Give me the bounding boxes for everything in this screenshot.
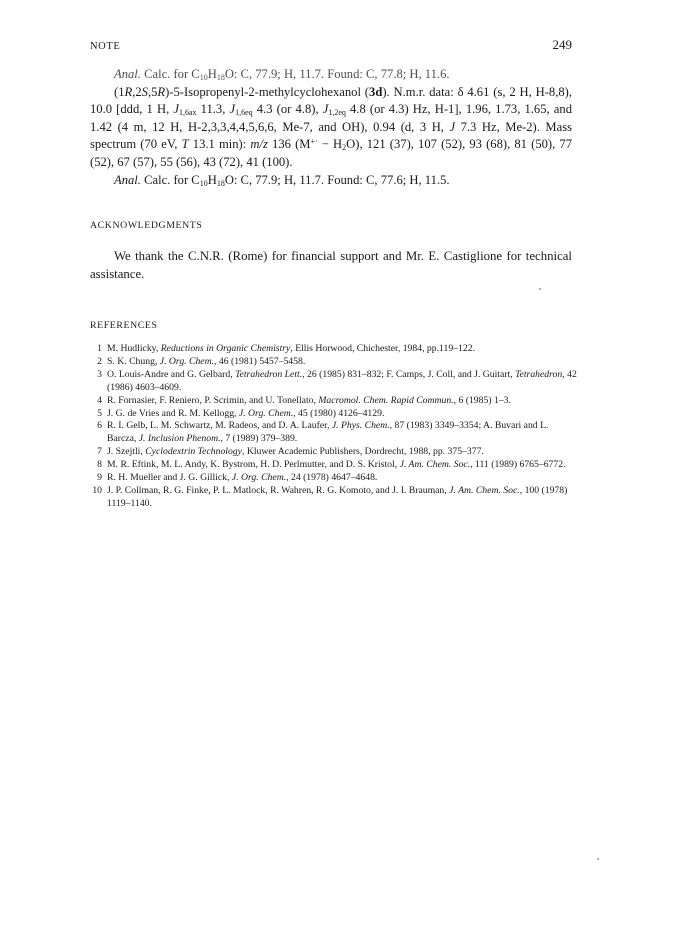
reference-details: , Ellis Horwood, Chichester, 1984, pp.119–122. <box>290 343 475 354</box>
reference-number: 10 <box>92 484 102 496</box>
reference-number: 5 <box>97 407 102 419</box>
reference-details: , 46 (1981) 5457–5458. <box>214 355 306 367</box>
anal-label: Anal. <box>114 67 141 81</box>
reference-list <box>90 343 578 511</box>
reference-item <box>90 369 578 395</box>
reference-details: , 7 (1989) 379–389. <box>220 433 298 445</box>
reference-item <box>90 343 578 356</box>
acknowledgments-text: We thank the C.N.R. (Rome) for financial support and Mr. E. Castiglione for technical assistance. <box>90 249 572 281</box>
reference-authors: O. Louis-Andre and G. Gelbard, <box>107 368 236 380</box>
reference-authors: R. I. Gelb, L. M. Schwartz, M. Radeos, and D. A. Laufer, <box>107 420 332 432</box>
reference-item <box>90 356 578 369</box>
reference-authors: M. Hudlicky, <box>107 343 161 354</box>
reference-authors: J. P. Collman, R. G. Finke, P. L. Matlock, R. Wahren, R. G. Komoto, and J. I. Brauman, <box>107 484 450 496</box>
reference-number: 7 <box>97 446 102 458</box>
compound-paragraph: (1R,2S,5R)-5-Isopropenyl-2-methylcyclohexanol (3d). N.m.r. data: δ 4.61 (s, 2 H, H-8,8), 10.0 [ddd, 1 H, $J_{1,6ax}$ 11.3, $J_{1,6eq}$ 4.3 (or 4.8), $J_{1,2eq}$ 4.8 (or 4.3) Hz, H-1], 1.96, 1.73, 1.65, and 1.42 (4 m, 12 H, H-2,3,3,4,4,5,6,6, Me-7, and OH), 0.94 (d, 3 H, J 7.3 Hz, Me-2). Mass spectrum (70 eV, T 13.1 min): m/z 136 $(M^{+\cdot} - H_2O)$, 121 (37), 107 (52), 93 (68), 81 (50), 77 (52), 67 (57), 55 (56), 43 (72), 41 (100). <box>90 84 573 169</box>
reference-details: , 45 (1980) 4126–4129. <box>293 407 385 419</box>
reference-authors: J. G. de Vries and R. M. Kellogg, <box>107 407 239 419</box>
reference-item <box>90 408 578 421</box>
scan-speck <box>539 288 541 290</box>
reference-number: 9 <box>97 472 102 484</box>
reference-journal: J. Org. Chem. <box>231 472 287 484</box>
acknowledgments-heading: ACKNOWLEDGMENTS <box>90 220 203 231</box>
reference-details: , Kluwer Academic Publishers, Dordrecht, 1988, pp. 375–377. <box>241 446 484 458</box>
reference-journal: J. Phys. Chem. <box>331 420 390 432</box>
analysis-paragraph-bottom: Anal. Calc. for $C_{10}H_{18}O$: C, 77.9; H, 11.7. Found: C, 77.6; H, 11.5. <box>114 172 450 188</box>
reference-item <box>90 485 578 511</box>
reference-journal: Macromol. Chem. Rapid Commun. <box>318 394 454 406</box>
reference-number: 1 <box>97 343 102 354</box>
reference-journal: Tetrahedron <box>515 368 563 380</box>
scan-speck <box>597 858 599 860</box>
reference-details: , 24 (1978) 4647–4648. <box>286 472 378 484</box>
reference-journal: Reductions in Organic Chemistry <box>160 343 291 354</box>
reference-item <box>90 420 578 446</box>
reference-details: , 87 (1983) 3349–3354; A. Buvari and L. Barcza, <box>107 420 549 445</box>
reference-authors: S. K. Chung, <box>107 355 160 367</box>
page-number: 249 <box>552 37 572 52</box>
reference-journal: J. Org. Chem. <box>159 355 215 367</box>
reference-details: , 42 (1986) 4603–4609. <box>107 368 577 393</box>
reference-item <box>90 459 578 472</box>
reference-number: 3 <box>97 368 102 380</box>
section-label: NOTE <box>90 41 121 52</box>
reference-authors: M. R. Eftink, M. L. Andy, K. Bystrom, H. D. Perlmutter, and D. S. Kristol, <box>107 459 400 471</box>
reference-number: 2 <box>97 355 102 367</box>
reference-number: 6 <box>97 420 102 432</box>
analysis-paragraph-top: Anal. Calc. for $C_{10}H_{18}O$: C, 77.9; H, 11.7. Found: C, 77.8; H, 11.6. <box>114 67 450 82</box>
experimental-text <box>90 66 572 189</box>
reference-journal: J. Am. Chem. Soc. <box>399 459 471 471</box>
reference-item <box>90 472 578 485</box>
reference-item <box>90 395 578 408</box>
reference-authors: J. Szejtli, <box>107 446 146 458</box>
reference-journal: J. Inclusion Phenom. <box>138 433 221 445</box>
compound-code: 3d <box>369 84 383 99</box>
anal-label: Anal. <box>114 172 141 187</box>
references-heading: REFERENCES <box>90 320 158 331</box>
running-head <box>90 37 572 53</box>
reference-number: 4 <box>97 394 102 406</box>
reference-details: , 100 (1978) 1119–1140. <box>107 484 568 509</box>
reference-details: , 6 (1985) 1–3. <box>453 394 511 406</box>
reference-details: , 111 (1989) 6765–6772. <box>470 459 566 471</box>
reference-item <box>90 446 578 459</box>
reference-journal: Tetrahedron Lett. <box>235 368 303 380</box>
reference-details: , 26 (1985) 831–832; F. Camps, J. Coll, and J. Guitart, <box>302 368 516 380</box>
reference-authors: R. H. Mueller and J. G. Gillick, <box>107 472 232 484</box>
reference-number: 8 <box>97 459 102 471</box>
reference-authors: R. Fornasier, F. Reniero, P. Scrimin, and U. Tonellato, <box>107 394 319 406</box>
reference-journal: J. Org. Chem. <box>238 407 294 419</box>
reference-journal: J. Am. Chem. Soc. <box>449 484 520 496</box>
reference-journal: Cyclodextrin Technology <box>145 446 242 458</box>
